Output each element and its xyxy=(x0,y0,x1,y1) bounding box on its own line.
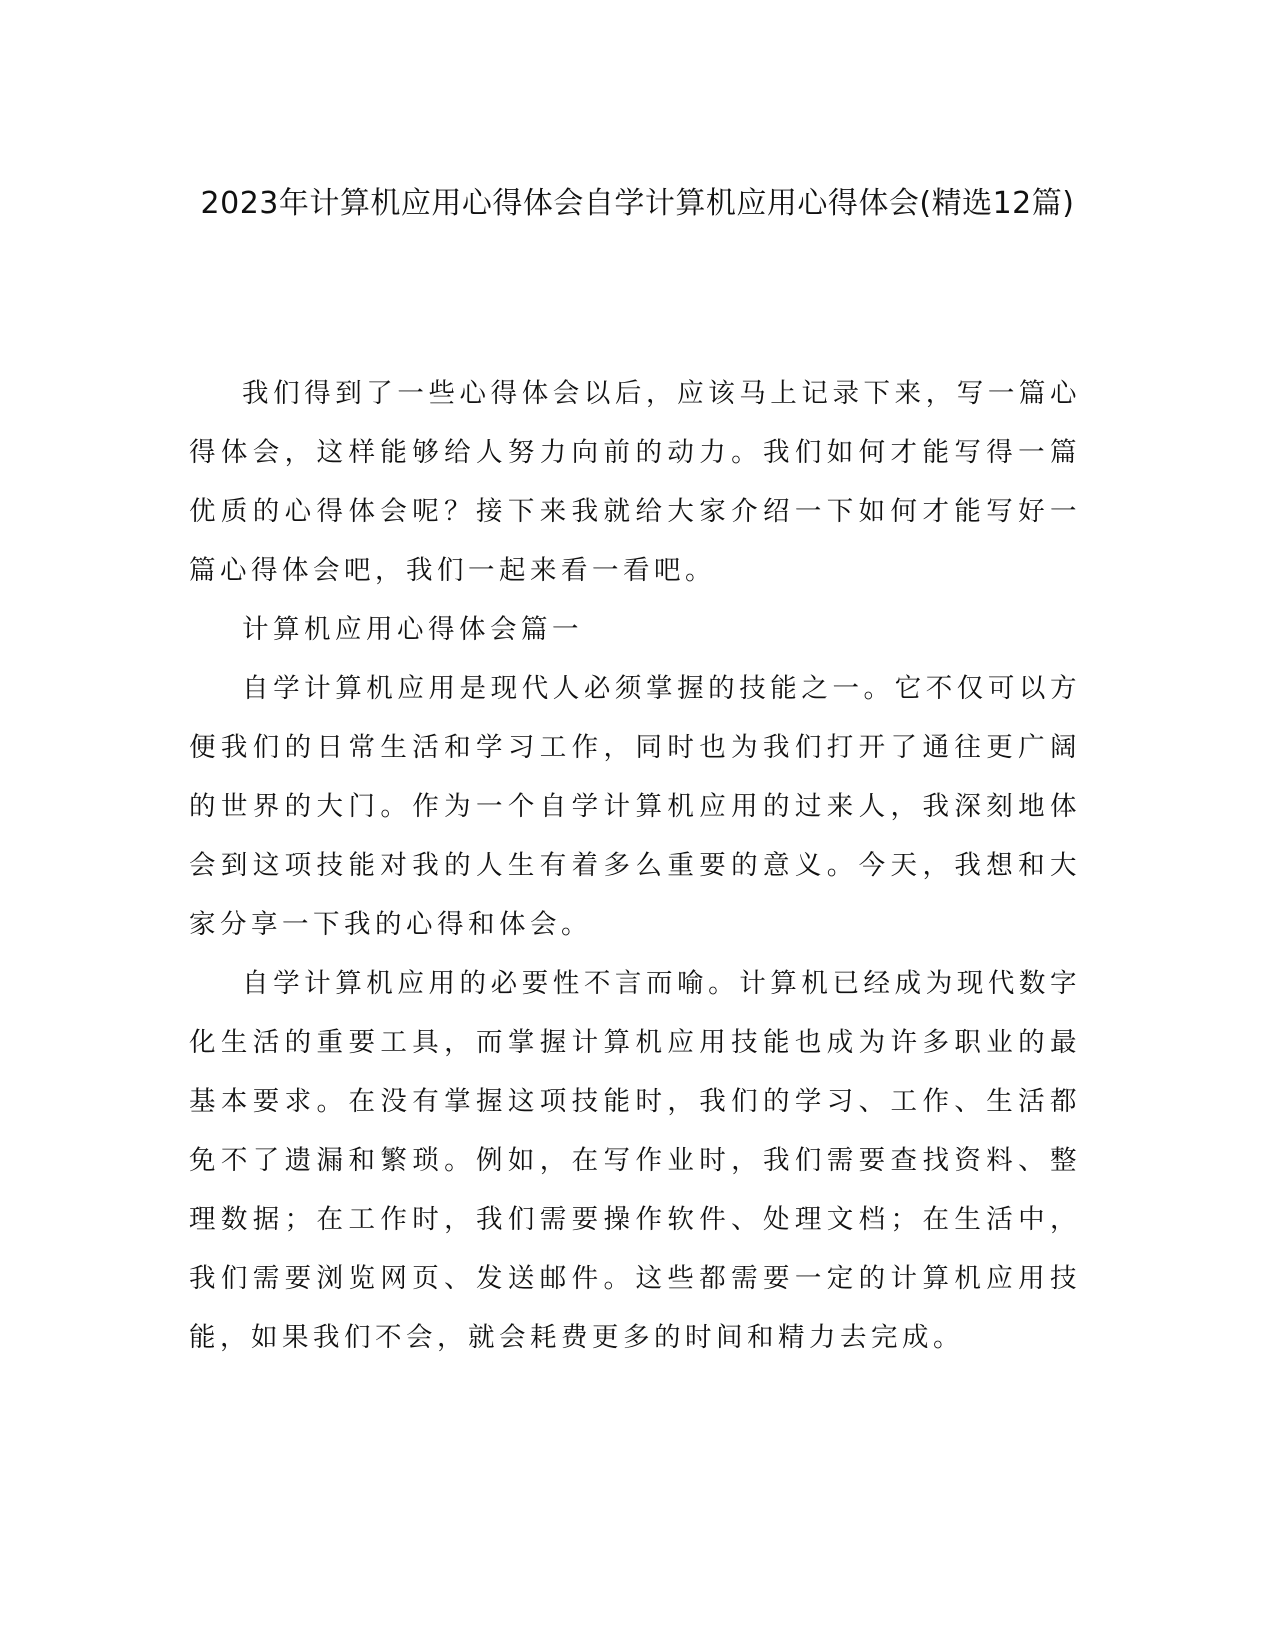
intro-paragraph: 我们得到了一些心得体会以后，应该马上记录下来，写一篇心得体会，这样能够给人努力向前的动力。我们如何才能写得一篇优质的心得体会呢？接下来我就给大家介绍一下如何才能写好一篇心得体会吧，我们一起来看一看吧。 xyxy=(189,378,1081,586)
document-body xyxy=(189,364,1081,1367)
section-heading: 计算机应用心得体会篇一 xyxy=(242,614,583,645)
document-title: 2023年计算机应用心得体会自学计算机应用心得体会(精选12篇) xyxy=(200,186,1075,221)
body-paragraph: 自学计算机应用的必要性不言而喻。计算机已经成为现代数字化生活的重要工具，而掌握计算机应用技能也成为许多职业的最基本要求。在没有掌握这项技能时，我们的学习、工作、生活都免不了遗漏和繁琐。例如，在写作业时，我们需要查找资料、整理数据；在工作时，我们需要操作软件、处理文档；在生活中，我们需要浏览网页、发送邮件。这些都需要一定的计算机应用技能，如果我们不会，就会耗费更多的时间和精力去完成。 xyxy=(189,968,1081,1353)
body-paragraph: 自学计算机应用是现代人必须掌握的技能之一。它不仅可以方便我们的日常生活和学习工作，同时也为我们打开了通往更广阔的世界的大门。作为一个自学计算机应用的过来人，我深刻地体会到这项技能对我的人生有着多么重要的意义。今天，我想和大家分享一下我的心得和体会。 xyxy=(189,673,1081,940)
